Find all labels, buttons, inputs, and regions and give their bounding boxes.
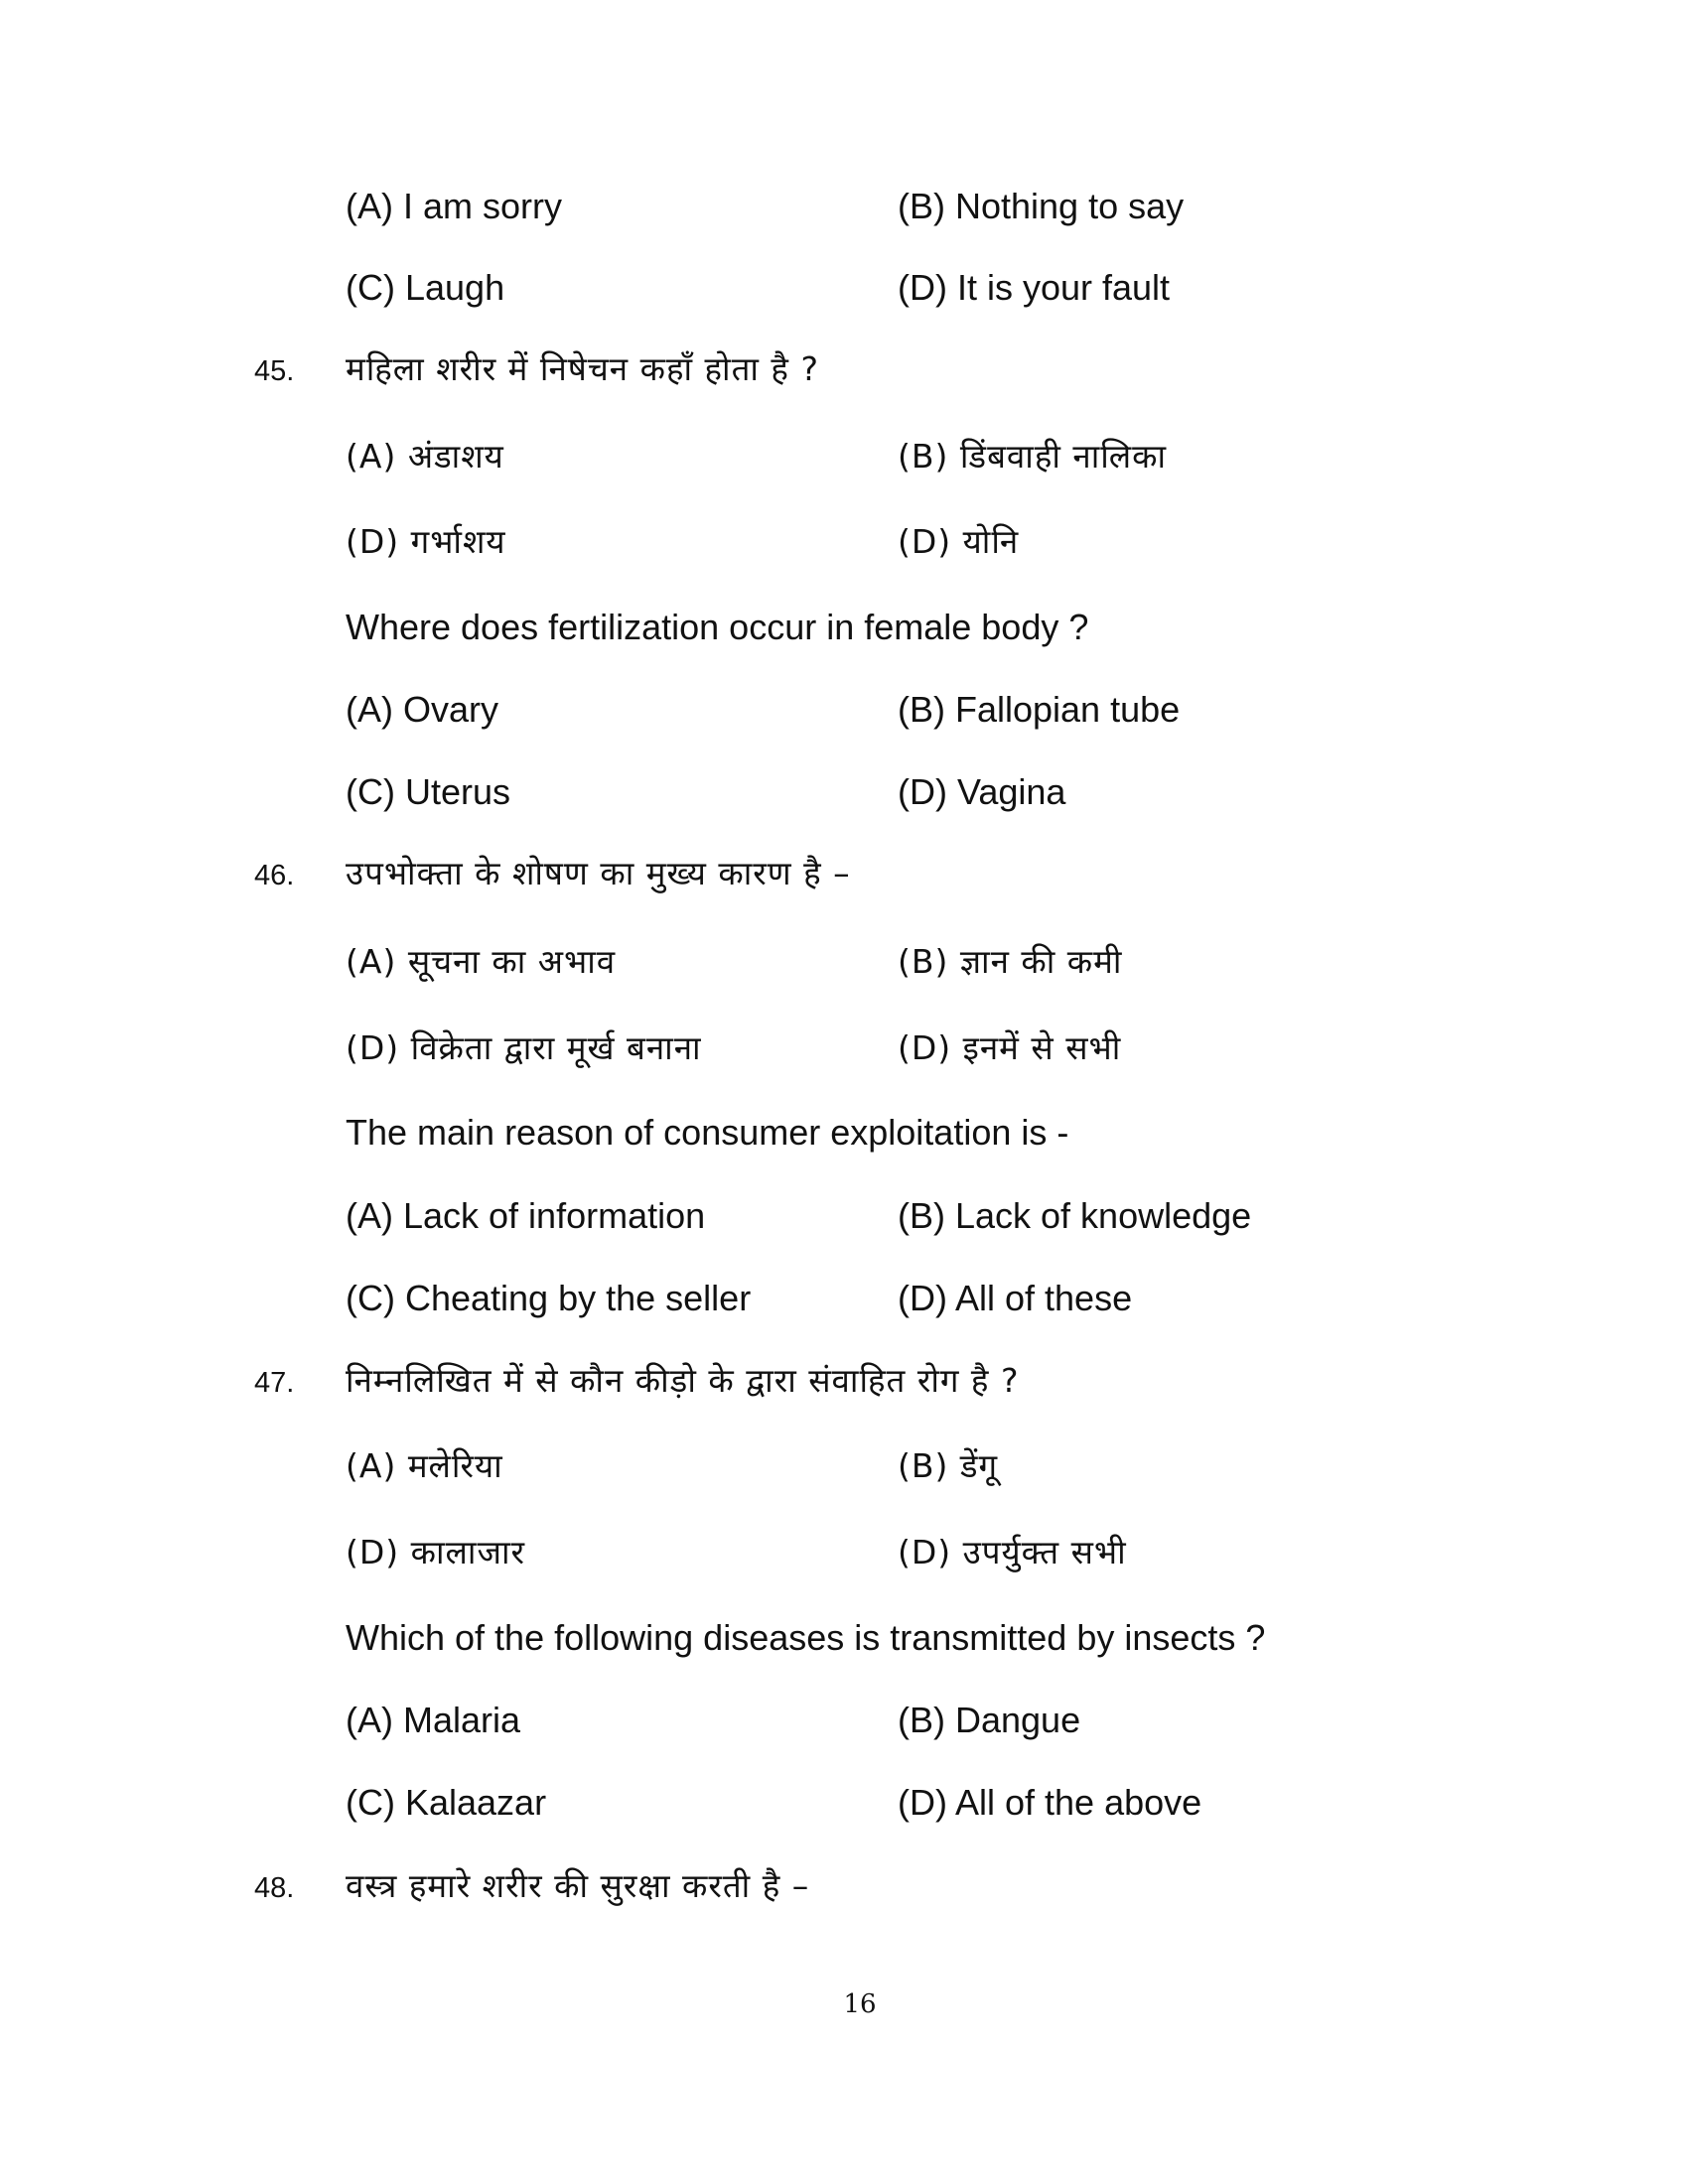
option-b: (B) Lack of knowledge: [898, 1195, 1252, 1236]
option-c: (C) Laugh: [346, 267, 505, 308]
option-a-hindi: (A) मलेरिया: [346, 1446, 503, 1485]
question-stem-hindi: वस्त्र हमारे शरीर की सुरक्षा करती है –: [346, 1866, 810, 1905]
option-d-hindi: (D) इनमें से सभी: [898, 1028, 1122, 1067]
option-b-hindi: (B) डिंबवाही नालिका: [898, 437, 1168, 476]
option-c: (C) Uterus: [346, 771, 511, 812]
question-stem-hindi: उपभोक्ता के शोषण का मुख्य कारण है –: [346, 854, 851, 892]
option-a: (A) Malaria: [346, 1700, 521, 1740]
option-d-hindi: (D) योनि: [898, 522, 1020, 561]
option-d-hindi: (D) उपर्युक्त सभी: [898, 1533, 1127, 1571]
option-d: (D) All of these: [898, 1278, 1133, 1318]
option-a: (A) Ovary: [346, 689, 499, 730]
option-b-hindi: (B) ज्ञान की कमी: [898, 942, 1123, 981]
option-c-hindi: (D) विक्रेता द्वारा मूर्ख बनाना: [346, 1028, 702, 1067]
option-d: (D) Vagina: [898, 771, 1066, 812]
question-stem-english: Where does fertilization occur in female body ?: [346, 607, 1089, 647]
option-c: (C) Kalaazar: [346, 1782, 547, 1823]
option-c-hindi: (D) गर्भाशय: [346, 522, 506, 561]
question-number: 46.: [254, 860, 295, 891]
page-number: 16: [843, 1989, 877, 2019]
question-number: 48.: [254, 1872, 295, 1904]
option-a-hindi: (A) सूचना का अभाव: [346, 942, 617, 981]
option-c: (C) Cheating by the seller: [346, 1278, 752, 1318]
question-stem-english: The main reason of consumer exploitation is -: [346, 1112, 1069, 1153]
option-b: (B) Dangue: [898, 1700, 1081, 1740]
option-a: (A) I am sorry: [346, 186, 563, 226]
question-number: 45.: [254, 355, 295, 387]
question-stem-hindi: निम्नलिखित में से कौन कीड़ो के द्वारा संवाहित रोग है ?: [346, 1361, 1020, 1400]
question-number: 47.: [254, 1367, 295, 1399]
option-c-hindi: (D) कालाजार: [346, 1533, 525, 1571]
option-d: (D) All of the above: [898, 1782, 1202, 1823]
option-a: (A) Lack of information: [346, 1195, 706, 1236]
question-stem-hindi: महिला शरीर में निषेचन कहाँ होता है ?: [346, 349, 819, 388]
option-a-hindi: (A) अंडाशय: [346, 437, 504, 476]
question-stem-english: Which of the following diseases is transmitted by insects ?: [346, 1617, 1266, 1658]
option-b: (B) Fallopian tube: [898, 689, 1181, 730]
option-b: (B) Nothing to say: [898, 186, 1185, 226]
option-b-hindi: (B) डेंगू: [898, 1446, 999, 1485]
option-d: (D) It is your fault: [898, 267, 1171, 308]
